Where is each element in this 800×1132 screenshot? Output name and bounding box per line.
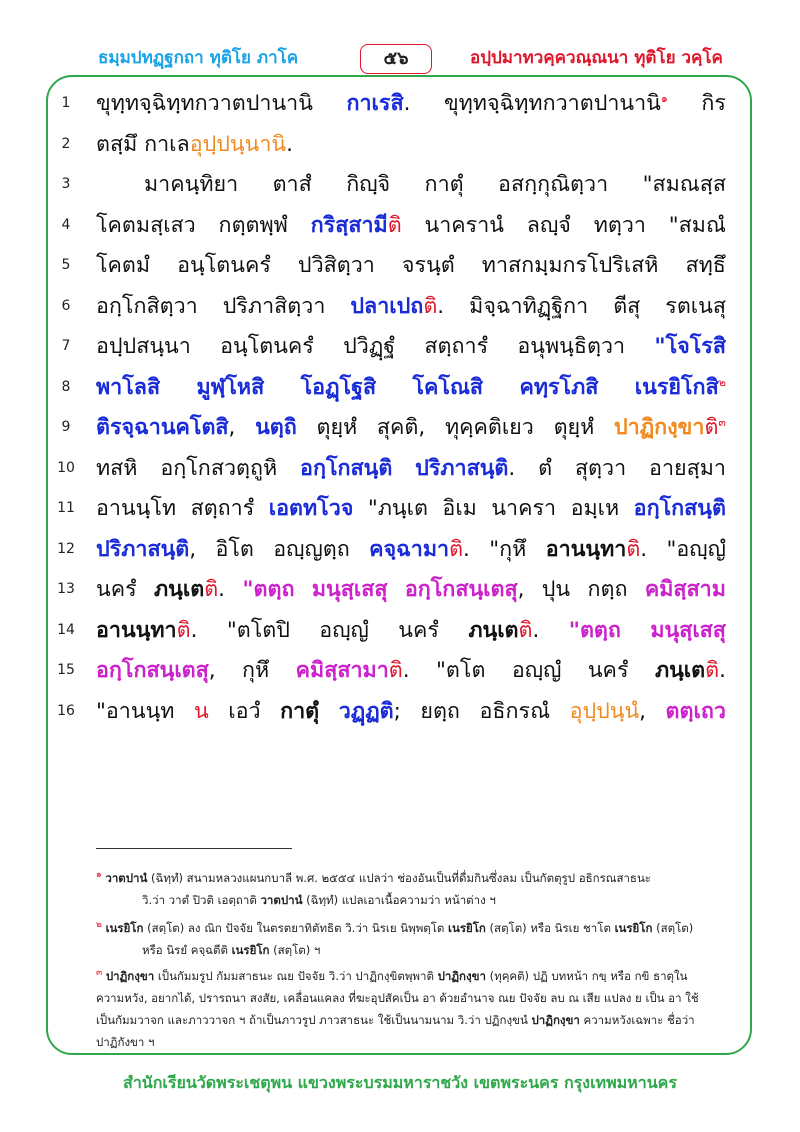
word-part: วฏฺฏติ (338, 698, 394, 724)
footer-address: สำนักเรียนวัดพระเชตุพน แขวงพระบรมมหาราชวัง เขตพระนคร กรุงเทพมหานคร (123, 1073, 677, 1092)
word-part: อนฺโตนครํ (177, 253, 271, 278)
word-part: . (286, 131, 293, 157)
word (280, 694, 319, 728)
word (346, 167, 390, 201)
word-part: ขุทฺทจฺฉิทฺทกวาตปานานิ (96, 91, 313, 116)
text-line (96, 205, 726, 245)
word-part: "อญฺญํ (666, 536, 726, 562)
line-number: 15 (57, 662, 75, 678)
line-number: 2 (61, 135, 71, 152)
word-part: , (639, 698, 647, 724)
word (96, 653, 216, 687)
footnote-marker: ๒ (718, 375, 726, 389)
word-part: ภนฺเต (154, 577, 205, 602)
word-part: โอฏฺโฐ (300, 374, 363, 400)
word (319, 613, 369, 647)
word-part: ติ (704, 415, 719, 440)
word (160, 451, 277, 485)
word (594, 208, 646, 242)
word-part: ติ (176, 617, 191, 643)
word-part: "อานนฺท (96, 698, 175, 724)
word (96, 208, 196, 242)
word (666, 694, 726, 728)
word-part: อายสฺมา (649, 455, 726, 481)
word-part: นครํ (398, 617, 439, 643)
word (194, 694, 209, 728)
line-number: 4 (61, 216, 71, 233)
word (645, 572, 726, 606)
word-part: ปริภาสนฺติ (415, 455, 509, 481)
word-part: สทฺธึ (685, 253, 726, 278)
word-part: . (532, 617, 540, 643)
word-part: กิร (701, 91, 726, 116)
word (223, 289, 326, 323)
word-part: ตตฺเถว (665, 698, 726, 724)
word-part: "สมณสฺส (642, 172, 726, 197)
word (701, 86, 726, 120)
line-number: 5 (61, 257, 71, 273)
word-part: ปริภาสนฺติ (96, 536, 190, 562)
word (96, 491, 176, 525)
text-line (96, 83, 726, 123)
word-part: . (640, 536, 648, 562)
word-part: เอตทโวจ (268, 496, 354, 521)
word-part: นตฺถิ (255, 415, 297, 440)
word-part: ตีสุ (613, 293, 641, 319)
word-part: กตฺตพฺพํ (218, 212, 288, 238)
word-part: สิ (712, 334, 726, 359)
word-part: . (218, 577, 225, 602)
word (301, 370, 376, 404)
word-part: ทาสกมฺมกรโปริเสหิ (481, 253, 659, 278)
word (489, 532, 526, 566)
word (96, 532, 196, 566)
word-part: กริสฺสามี (310, 212, 388, 238)
word-part: อุปฺปนฺนํ (569, 698, 640, 724)
word (425, 167, 464, 201)
line-number: 14 (57, 621, 75, 638)
word-part: ตุยฺหํ (316, 415, 358, 440)
word (575, 451, 626, 485)
footnote-3: $^๓$ ปาฏิกงฺขา เป็นกัมมรูป กัมมสาธนะ ณย ปัจจัย วิ.ว่า ปาฏิกงฺขิตพฺพาติ ปาฏิกงฺขา (ทุคฺคติ) ปฏิ บทหน้า กขฺ หรือ กขิ ธาตุใน ความหวัง, อยากได้, ปรารถนา สงสัย, เคลื่อนแคลง ที่ฆะอุปสัคเป็น อา ด้วยอำนาจ ณย ปัจจัย ลบ ณ เสีย แปลง ย เป็น อา ใช้ เป็นกัมมวาจก และภาววาจก ฯ ถ้าเป็นภาวรูป ภาวสาธนะ ใช้เป็นนามนาม วิ.ว่า ปฏิกงฺขนํ ปาฏิกงฺขา ความหวังเฉพาะ ชื่อว่า ปาฏิกังขา ฯ (96, 968, 699, 1049)
word (479, 694, 550, 728)
word-part: โคตมํ (96, 253, 151, 278)
word (300, 451, 392, 485)
line-number: 13 (57, 581, 75, 597)
word (311, 208, 402, 242)
word-part: ; (393, 698, 401, 724)
word-part: คจฺฉามา (369, 536, 450, 562)
word-part: สุตฺวา (574, 455, 627, 481)
line-number: 10 (57, 459, 75, 476)
word (669, 208, 726, 242)
word (436, 653, 485, 687)
word (468, 613, 539, 647)
word-part: ภนฺเต (654, 658, 706, 683)
word-part: ติ (626, 536, 641, 562)
word-part: อกฺโกสนฺติ (300, 455, 393, 481)
word (255, 410, 297, 444)
word-part: อนุพนฺธิตฺวา (517, 334, 626, 359)
word (442, 491, 476, 525)
word-part: ทสหิ (96, 455, 138, 481)
text-line (96, 326, 726, 366)
word (538, 451, 552, 485)
word-part: สุคติ, (376, 415, 426, 440)
word (667, 532, 726, 566)
text-line (96, 448, 726, 488)
word-part: พาโล (96, 374, 147, 400)
word-part: สิ (469, 374, 484, 400)
word-part: ปริภาสิตฺวา (222, 293, 326, 319)
word-part: คมิสฺสามา (295, 658, 389, 683)
word (96, 86, 313, 120)
word (569, 613, 621, 647)
word-part: รตเนสุ (665, 293, 726, 319)
word-part: โคโณ (412, 374, 470, 400)
word (96, 694, 174, 728)
word (377, 410, 425, 444)
footnote-marker: ๓ (718, 415, 726, 429)
word-part: สิ (215, 415, 229, 440)
word-part: กิญฺจิ (346, 172, 391, 197)
word-part: , (228, 415, 236, 440)
word (665, 289, 726, 323)
word (316, 410, 357, 444)
word-part: เอวํ (228, 698, 261, 724)
word-part: มาคนฺทิยา (144, 172, 239, 197)
word-part: เนรยิโก (634, 374, 706, 400)
word-part: ติ (705, 658, 720, 683)
word (177, 248, 271, 282)
word (190, 127, 293, 161)
word (444, 86, 668, 120)
word-part: อานนฺทา (96, 617, 177, 643)
line-number: 3 (61, 176, 71, 192)
text-line (96, 650, 726, 690)
word-part: ปวิสิตฺวา (297, 253, 375, 278)
word-part: มนุสฺเสสุ (650, 617, 726, 643)
word-part: , (189, 536, 197, 562)
text-line (96, 529, 726, 569)
word-part: อกฺโกสนฺเตสุ (96, 658, 209, 683)
word-part: โคตมสฺเสว (96, 212, 196, 238)
word (242, 572, 294, 606)
word (220, 329, 314, 363)
word (197, 370, 265, 404)
word (96, 370, 160, 404)
word (96, 127, 190, 161)
word-part: กาเรสิ (346, 91, 404, 116)
word-part: มิจฺฉาทิฏฺฐิกา (469, 293, 589, 319)
text-line (96, 286, 726, 326)
word (96, 289, 198, 323)
word-part: อกฺโกสนฺติ (633, 496, 726, 521)
word-part: . (402, 658, 410, 683)
text-line (96, 569, 726, 609)
word (227, 613, 290, 647)
line-number: 1 (61, 95, 71, 111)
word-part: "สมณํ (668, 212, 726, 238)
word-part: ปุน (541, 577, 571, 602)
line-number: 7 (61, 338, 71, 354)
word (339, 694, 401, 728)
word-part: ติ (387, 212, 402, 238)
word (350, 289, 444, 323)
word (96, 613, 197, 647)
word-part: . (508, 455, 516, 481)
word-part: "กุหึ (489, 536, 527, 562)
header-right-title: อปฺปมาทวคฺควณฺณนา ทุติโย วคฺโค (470, 48, 723, 68)
word-part: อกฺโกสวตฺถูหิ (160, 455, 278, 481)
word-part: ปวิฏฺฐํ (343, 334, 396, 359)
word (614, 410, 726, 444)
word (512, 653, 562, 687)
word (412, 370, 483, 404)
word-part: อญฺญํ (319, 617, 369, 643)
word (498, 167, 608, 201)
word (269, 491, 354, 525)
word-part: อานนฺโท (96, 496, 177, 521)
word-part: อกฺโกสิตฺวา (96, 293, 198, 319)
word-part: มนุสฺเสสุ (311, 577, 388, 602)
word-part: จรนฺตํ (401, 253, 455, 278)
text-line (96, 610, 726, 650)
word-part: ตาสํ (272, 172, 312, 197)
text-line (96, 488, 726, 528)
word-part: ทตฺวา (593, 212, 646, 238)
line-number: 11 (57, 500, 75, 516)
word-part: ขุทฺทจฺฉิทฺทกวาตปานานิ (443, 91, 661, 116)
word (402, 248, 455, 282)
word-part: อิโต (215, 536, 254, 562)
word-part: อญฺญํ (511, 658, 562, 683)
word (542, 572, 570, 606)
word (570, 694, 646, 728)
word-part: อิเม (442, 496, 477, 521)
word-part: ลญฺจํ (526, 212, 571, 238)
word (191, 491, 255, 525)
footnote-divider (96, 848, 292, 849)
word (144, 167, 238, 201)
footnote-1: $^๑$ วาตปานํ (ฉิทฺทํ) สนามหลวงแผนกบาลี พ.ศ. ๒๕๕๔ แปลว่า ช่องอันเป็นที่ดื่มกินซึ่งลม เป็นกัตตุรูป อธิกรณสาธนะ วิ.ว่า วาตํ ปิวติ เอตฺถาติ วาตปานํ (ฉิทฺทํ) แปลเอาเนื้อความว่า หน้าต่าง ฯ (96, 870, 651, 907)
word-part: . (719, 658, 726, 683)
word (273, 167, 312, 201)
word-part: ยตฺถ (420, 698, 460, 724)
word-part: กตฺถ (587, 577, 628, 602)
word-part: อปฺปสนฺนา (96, 334, 191, 359)
header-left-title: ธมฺมปทฏฺฐกถา ทุติโย ภาโค (98, 48, 299, 68)
word (298, 248, 375, 282)
word-part: ติรจฺฉานคโต (96, 415, 216, 440)
word (215, 532, 253, 566)
word (686, 248, 726, 282)
word-part: , (517, 577, 525, 602)
word (491, 491, 556, 525)
word (228, 694, 260, 728)
line-number: 9 (61, 419, 71, 435)
word (96, 451, 137, 485)
page-number: ๕๖ (360, 44, 432, 74)
word-part: ปลาเปถ (350, 293, 424, 319)
word (655, 653, 726, 687)
word-part: คทฺรโภ (519, 374, 586, 400)
word-part: . (403, 91, 411, 116)
word-part: "ภนฺเต (367, 496, 428, 521)
word (96, 248, 150, 282)
word-part: สิ (251, 374, 265, 400)
text-line (96, 245, 726, 285)
word-part: น (193, 698, 209, 724)
word-part: กุหึ (242, 658, 270, 683)
word (312, 572, 388, 606)
word-part: "ตโต (436, 658, 486, 683)
word (368, 491, 428, 525)
word-part: อุปฺปนฺนานิ (189, 131, 287, 157)
word (643, 167, 726, 201)
word-part: อกฺโกสนฺเตสุ (404, 577, 518, 602)
word (219, 208, 288, 242)
word-part: อญฺญตฺถ (273, 536, 350, 562)
word-part: ทุคฺคติเยว (444, 415, 534, 440)
word (654, 329, 726, 363)
word-part: "โจโร (654, 334, 713, 359)
word (519, 370, 598, 404)
word (96, 329, 191, 363)
word (425, 208, 504, 242)
text-line (96, 124, 726, 164)
word (517, 329, 625, 363)
word (445, 410, 534, 444)
word (554, 410, 595, 444)
word-part: ติ (388, 658, 403, 683)
word (527, 208, 571, 242)
word-part: คมิสฺสาม (644, 577, 726, 602)
word (405, 572, 525, 606)
word (343, 329, 395, 363)
word-part: สิ (705, 374, 719, 400)
word-part: "ตตฺถ (568, 617, 621, 643)
word-part: . (190, 617, 198, 643)
word (296, 653, 410, 687)
text-line (144, 164, 726, 204)
word-part: "ตโตปิ (226, 617, 290, 643)
word (273, 532, 350, 566)
word (482, 248, 659, 282)
word (635, 370, 726, 404)
word-part: ติ (423, 293, 438, 319)
word-part: อธิกรณํ (479, 698, 551, 724)
word-part: สิ (585, 374, 599, 400)
word (346, 86, 410, 120)
word-part: ปาฏิกงฺขา (614, 415, 705, 440)
word (571, 491, 620, 525)
word-part: นาครานํ (424, 212, 504, 238)
word-part: กาตุํ (424, 172, 464, 197)
word-part: ตสฺมึ กาเล (96, 131, 190, 157)
word-part: ติ (204, 577, 219, 602)
word-part: "ตตฺถ (242, 577, 295, 602)
word-part: นครํ (96, 577, 137, 602)
word (634, 491, 726, 525)
word-part: ติ (518, 617, 533, 643)
line-number: 6 (61, 297, 71, 314)
text-line (96, 367, 726, 407)
word-part: มูฬฺโห (196, 374, 252, 400)
word (420, 694, 460, 728)
word-part: อมฺเห (570, 496, 620, 521)
word (588, 572, 628, 606)
footnote-2: $^๒$ เนรยิโก (สตฺโต) ลง ณิก ปัจจัย ในตรตยาทิตัทธิต วิ.ว่า นิรเย นิพฺพตฺโต เนรยิโก (สตฺโต) หรือ นิรเย ชาโต เนรยิโก (สตฺโต) หรือ นิรยํ คจฺฉตีติ เนรยิโก (สตฺโต) ฯ (96, 920, 694, 957)
word-part: ภนฺเต (468, 617, 519, 643)
word-part: ตํ (538, 455, 553, 481)
word-part: , (208, 658, 216, 683)
line-number: 16 (57, 702, 75, 719)
word-part: ติ (449, 536, 464, 562)
word-part: นาครา (491, 496, 557, 521)
word (415, 451, 515, 485)
text-line (96, 407, 726, 447)
word-part: สตฺถารํ (424, 334, 489, 359)
footnote-marker: ๑ (660, 91, 668, 105)
word (398, 613, 439, 647)
word (613, 289, 640, 323)
word-part: กาตุํ (280, 698, 320, 724)
word (96, 572, 137, 606)
word-part: . (437, 293, 445, 319)
word (546, 532, 647, 566)
word (154, 572, 225, 606)
word-part: สิ (146, 374, 161, 400)
word-part: อานนฺทา (545, 536, 627, 562)
word-part: นครํ (587, 658, 629, 683)
word-part: อนฺโตนครํ (220, 334, 314, 359)
line-number: 8 (61, 378, 71, 395)
word (242, 653, 269, 687)
word-part: . (463, 536, 470, 562)
word-part: สตฺถารํ (190, 496, 255, 521)
word (96, 410, 235, 444)
word (649, 451, 726, 485)
word-part: อสกฺกุณิตฺวา (498, 172, 609, 197)
word (369, 532, 470, 566)
word-part: ตุยฺหํ (553, 415, 595, 440)
word (650, 613, 726, 647)
word (588, 653, 629, 687)
word-part: สิ (362, 374, 377, 400)
line-number: 12 (57, 540, 75, 557)
word (469, 289, 588, 323)
word (424, 329, 488, 363)
text-line (96, 691, 726, 731)
